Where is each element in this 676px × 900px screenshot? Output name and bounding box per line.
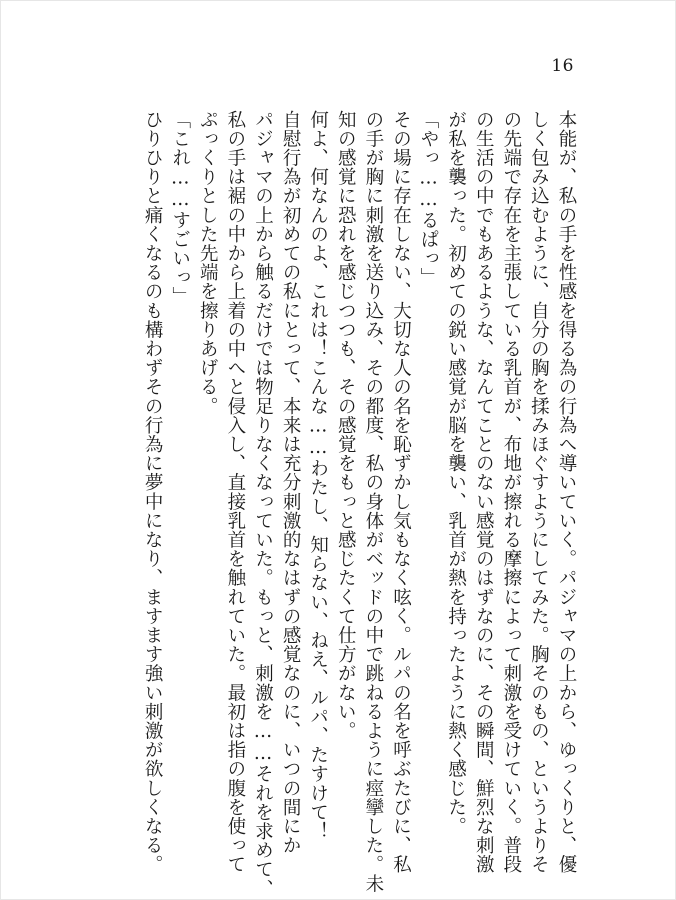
text-line: 自慰行為が初めての私にとって、本来は充分刺激的なはずの感覚なのに、いつの間にか — [280, 110, 302, 855]
text-line: ひりひりと痛くなるのも構わずその行為に夢中になり、ますます強い刺激が欲しくなる。 — [142, 110, 164, 874]
text-line: の生活の中でもあるような、なんてことのない感覚のはずなのに、その瞬間、鮮烈な刺激 — [473, 110, 495, 874]
text-line: 私の手は裾の中から上着の中へと侵入し、直接乳首を触れていた。最初は指の腹を使って — [224, 110, 246, 874]
text-line: パジャマの上から触るだけでは物足りなくなっていた。もっと、刺激を……それを求めて、 — [252, 110, 274, 899]
page-number: 16 — [551, 56, 574, 76]
text-line: しく包み込むように、自分の胸を揉みほぐすようにしてみた。胸そのもの、というよりそ — [528, 110, 550, 874]
text-line: の先端で存在を主張している乳首が、布地が擦れる摩擦によって刺激を受けていく。普段 — [500, 110, 522, 874]
text-line: 本能が、私の手を性感を得る為の行為へ導いていく。パジャマの上から、ゆっくりと、優 — [556, 110, 577, 874]
text-line: 「これ……すごいっ」 — [169, 110, 191, 306]
text-line: 何よ、何なんのよ、これは！こんな……わたし、知らない、ねえ、ルパ、たすけて！ — [307, 110, 329, 841]
text-line: 知の感覚に恐れを感じつつも、その感覚をもっと感じたくて仕方がない。 — [335, 110, 357, 741]
text-line: その場に存在しない、大切な人の名を恥ずかし気もなく呟く。ルパの名を呼ぶたびに、私 — [390, 110, 412, 874]
text-line: ぷっくりとした先端を擦りあげる。 — [197, 110, 219, 416]
body-text — [139, 110, 581, 899]
text-line: が私を襲った。初めての鋭い感覚が脳を襲い、乳首が熱を持ったように熱く感じた。 — [445, 110, 467, 836]
text-line: 「やっ……るぱっ」 — [418, 110, 440, 287]
text-line: の手が胸に刺激を送り込み、その都度、私の身体がベッドの中で跳ねるように痙攣した。未 — [362, 110, 384, 894]
